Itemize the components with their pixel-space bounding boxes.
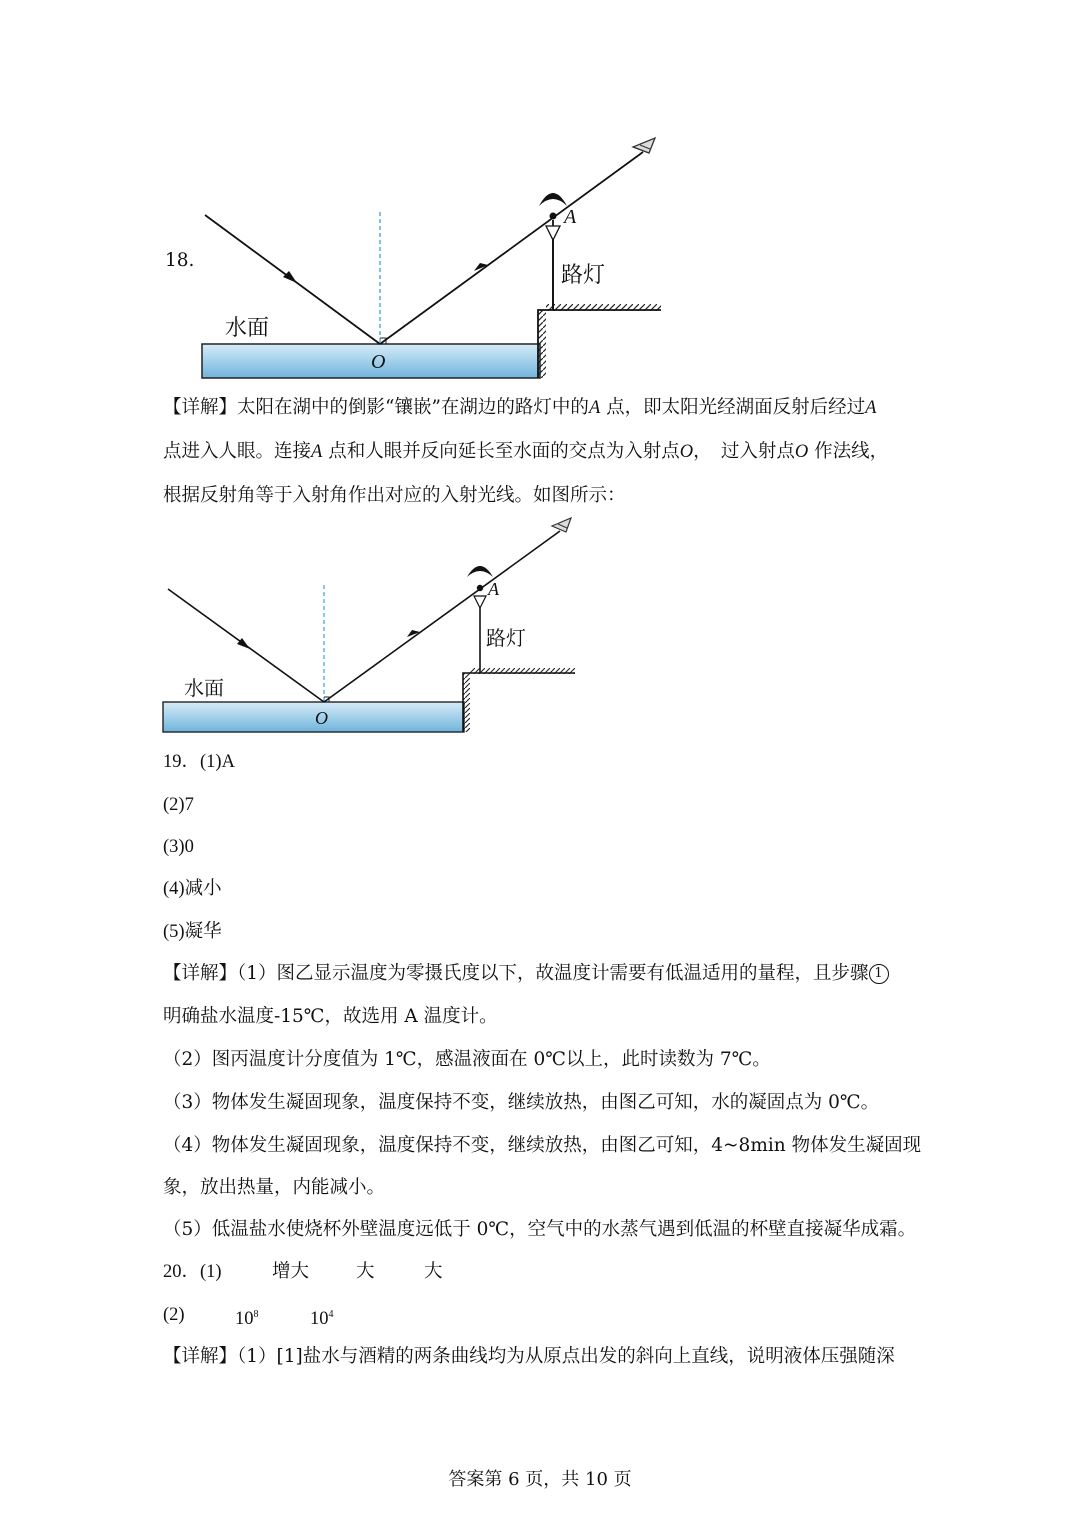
label-o: O — [315, 708, 328, 728]
q20-answer-3: 大 — [424, 1261, 443, 1282]
eye-icon — [552, 518, 571, 532]
bank-outline — [538, 310, 661, 378]
q19-answer-3: (3)0 — [163, 837, 194, 857]
page-footer: 答案第 6 页，共 10 页 — [448, 1469, 632, 1490]
q20-answer-2: 大 — [356, 1261, 375, 1282]
bank-outline — [463, 673, 575, 732]
label-a: A — [488, 579, 499, 599]
incident-arrow — [283, 271, 297, 283]
bank-hatch — [463, 673, 470, 732]
lamp-label: 路灯 — [561, 263, 606, 288]
step-circle-number: 1 — [869, 964, 889, 984]
q20-row1: 20．(1) — [163, 1262, 222, 1282]
q20-detail: 【详解】（1）[1]盐水与酒精的两条曲线均为从原点出发的斜向上直线，说明液体压强随深 — [163, 1346, 895, 1367]
lamp-base — [474, 596, 486, 608]
q20-row2-label: (2) — [163, 1305, 185, 1325]
point-a-dot — [550, 213, 557, 220]
water-label: 水面 — [184, 676, 224, 700]
q20-answer-5: $10^4$ — [310, 1309, 334, 1330]
water-label: 水面 — [225, 316, 270, 341]
q19-detail-p4b: 象，放出热量，内能减小。 — [163, 1177, 386, 1198]
q18-detail-line2: 点进入人眼。连接A 点和人眼并反向延长至水面的交点为入射点O， 过入射点O 作法线， — [163, 441, 889, 462]
q19-answer-4: (4)减小 — [163, 879, 222, 899]
label-a: A — [564, 206, 577, 228]
q19-detail-p2: （2）图丙温度计分度值为 1℃，感温液面在 0℃以上，此时读数为 7℃。 — [163, 1049, 771, 1070]
q19-detail-p1b: 明确盐水温度-15℃，故选用 A 温度计。 — [163, 1006, 498, 1027]
label-o: O — [371, 351, 386, 373]
lamp-label: 路灯 — [486, 626, 526, 650]
eye-icon — [633, 138, 655, 153]
reflected-ray — [324, 531, 560, 702]
question-number-18: 18. — [165, 250, 195, 271]
q18-detail-line3: 根据反射角等于入射角作出对应的入射光线。如图所示： — [163, 485, 626, 506]
question-number-19: 19． — [163, 752, 201, 772]
lamp-shade — [539, 193, 567, 206]
q19-detail-p3: （3）物体发生凝固现象，温度保持不变，继续放热，由图乙可知，水的凝固点为 0℃。 — [163, 1092, 880, 1113]
q19-detail-p4: （4）物体发生凝固现象，温度保持不变，继续放热，由图乙可知，4~8min 物体发生凝固现 — [163, 1135, 922, 1156]
reflection-diagram-1 — [195, 130, 670, 385]
q20-answer-1: 增大 — [272, 1261, 310, 1282]
reflected-ray — [380, 152, 643, 344]
question-number-20: 20． — [163, 1262, 201, 1282]
q19-detail-p1: 【详解】（1）图乙显示温度为零摄氏度以下，故温度计需要有低温适用的量程，且步骤 1 — [163, 962, 889, 986]
water-surface — [163, 702, 464, 732]
q19-detail-p5: （5）低温盐水使烧杯外壁温度远低于 0℃，空气中的水蒸气遇到低温的杯壁直接凝华成霜。 — [163, 1219, 917, 1240]
q19-answer-5: (5)凝华 — [163, 922, 222, 942]
reflection-diagram-2 — [160, 513, 590, 735]
q19-answer-2: (2)7 — [163, 795, 194, 815]
q18-detail-line1: 【详解】太阳在湖中的倒影“镶嵌”在湖边的路灯中的A 点，即太阳光经湖面反射后经过A — [163, 397, 877, 418]
point-a-dot — [477, 585, 483, 591]
q20-answer-4: $10^8$ — [235, 1309, 259, 1330]
bank-hatch — [538, 310, 546, 378]
q19-answer-1: 19．(1)A — [163, 752, 235, 772]
lamp-base — [546, 226, 560, 240]
detail-tag: 【详解】 — [163, 963, 238, 984]
lamp-shade — [467, 566, 493, 577]
detail-tag: 【详解】 — [163, 397, 238, 418]
detail-tag: 【详解】 — [163, 1346, 238, 1367]
